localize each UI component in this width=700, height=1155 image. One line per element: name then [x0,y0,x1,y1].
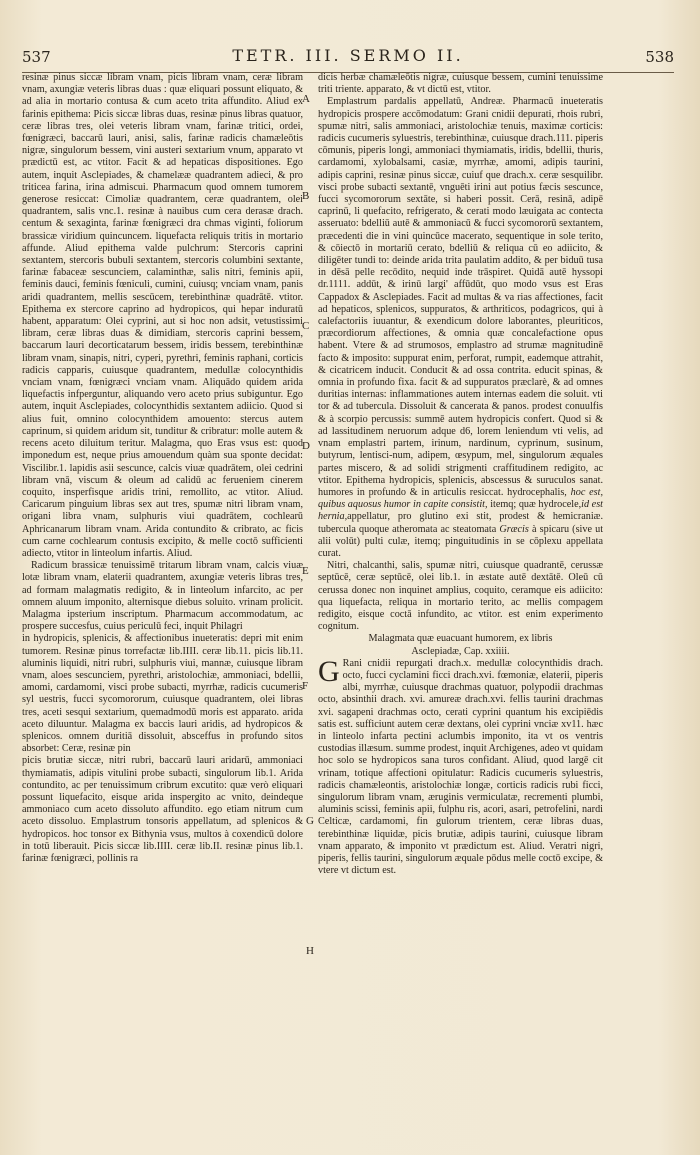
left-paragraph-3: in hydropicis, splenicis, & affectionibus inueteratis: depri mit enim tumorem. Resinæ pinus torrefactæ lib.IIII. ceræ lib.11. picis lib.11. aluminis liquidi, nitri rubri, sulphuris viui, mannæ, cuiusque libram vnam, aloes sescunciem, pyrethri, aristolochiæ, ammoniaci, bdellii, amomi, cardamomi, visci probe subacti, myrrhæ, radicis cucumeris syl uestris, fucci sycomororum, cuiusque quadrantem, olei libras tres, aceti sesqui sextarium, quemadmodū moris est apparato. arida aceto diluuntur. Malagma ex baccis lauri aridis, ad hydropicos & splenicos. omnem duritiā dissoluit, absceffus in profundo sitos absorbet: Ceræ, resinæ pin [22,633,303,755]
right-paragraph-3: Nitri, chalcanthi, salis, spumæ nitri, cuiusque quadrantē, cerussæ septūcē, ceræ septūcē, olei lib.1. in æstate autē dextātē. Oleū cū cerussa donec non inquinet amplius, coquito, ceramque eis adiicito: qua liquefacta, reliqua in mortario terito, ac mellis compagem redigito, eisque coctā infundito, ac vtitor. est enim experimento cognitum. [318,560,603,633]
running-title: TETR. III. SERMO II. [232,46,464,65]
margin-letter-a: A [302,93,310,105]
right-paragraph-1: dicis herbæ chamæleōtis nigræ, cuiusque bessem, cumini tenuissime triti triente. apparato, & vt dictū est, vtitor. [318,72,603,96]
margin-letter-g: G [306,815,314,827]
right-column [318,72,603,877]
right-paragraph-4: G Rani cnidii repurgati drach.x. medullæ colocynthidis drach. octo, fucci cyclamini ficci drach.xvi. fœmoniæ, elaterii, piperis albi, myrrhæ, cuiusque drachmas quatuor, polypodii drachmas octo, absinthii drach. xvi. amureæ drach.xvi. fellis taurini drachmas xvi. sagapeni drachmas octo, cerati cyprini quantum his excipiēdis satis est. sufficiunt autem ceræ dextans, olei cyprini vnciæ xv11. hæc in linteolo infarta pectini aclumbis imponito, ita vt os ventris custodias illæsum. summe prodest, inquit Archigenes, adeo vt quidam hoc solo se hydropicos sana turos confidant. Aliud, quod largē cit vrinam, totique affectioni opitulatur: Radicis cucumeris syluestris, radicis chamæleontis, aristolochiæ longæ, corticis radicis rubi ficci, singulorum libram vnam, æruginis vermiculatæ, recrementi plumbi, aluminis scissi, feminis apii, fulphu ris, acori, asari, petrofelini, nardi Celticæ, cardamomi, fin gulorum trientem, ceræ libras duas, terebinthinæ liquidæ, picis brutiæ, adipis taurini, cuiusque libram vnam apparato, & imponito vt prædictum est. Aliud. Veratri nigri, piperis, fellis taurini, singulorum æquale pōdus melle coctō excipe, & vtere vt dictum est. [318,654,603,877]
left-paragraph-4: picis brutiæ siccæ, nitri rubri, baccarū lauri aridarū, ammoniaci thymiamatis, adipis vitulini probe subacti, singulorum lib.1. Arida contundito, ac per tenuissimum cribrum excutito: quæ verò eliquari possunt liquefacito, eisque arida inspergito ac vnito, deindeque ammoniaco cum aceto dissoluto affundito. ego etiam nitrum cum aceto dissoluo. Emplastrum tonsoris appellatum, ad splenicos & hydropicos. hoc tonsor ex Bithynia vsus, multos à coxendicū dolore in totū liberauit. Picis siccæ lib.IIII. ceræ lib.II. resinæ pinus lib.1. farinæ fœnigræci, pollinis ra [22,755,303,864]
margin-letter-c: C [302,320,310,332]
left-paragraph-1: resinæ pinus siccæ libram vnam, picis libram vnam, ceræ libram vnam, axungiæ veteris libras duas : quæ eliquari possunt eliquato, & ad alia in mortario contusa & cum aceto trita affundito. Aliud ex farinis epithema: Picis siccæ libras duas, resinæ pinus libras quatuor, ceræ libras tres, olei veteris libram vnam, farinæ tritici, ordei, fœnigræci, baccarū lauri, anisi, salis, farinæ radicis chamæleōtis nigræ, singulorum bessem, vini austeri sextarium vnum, apparato vt prædictū est, ac vtitor. Facit & ad hepaticas dispositiones. Ego autem, inquit Asclepiades, & chamelææ quadrantem adieci, & pro triticea farina, irina admiscui. Pharmacum quod omnem tumorem generose resiccat: Cimoliæ quadrantem, ceræ quadrantem, olei quadrantem, salis vnc.1. resinæ à nauibus cum cera derasæ drach. centum & sexaginta, farinæ fœnigræci dra chmas viginti, foliorum brassicæ viridium quincuncem. liquefacta reliquis tritis in mortario affunde. Aliud epithema valde pulchrum: Stercoris caprini sextantem, stercoris bubuli sextantem, stercoris columbini sextante, farinæ fabaceæ sescunciem, calaminthæ, salis nitri, feminis apii, feminis dauci, feminis fœniculi, cumini, cuiusq; vnciam vnam, panis aridi quadrantem, mellis sescūcem, terebinthinæ quadrātē. vtitor. Epithema ex stercore caprino ad hydropicos, qui hepar induratū habent, apparatum: Olei cyprini, aut si hoc non adsit, vetustissimi libram, ceræ libras duas & dimidiam, stercoris caprini bessem, baccarum lauri decorticatarum bessem, iridis bessem, terebinthinæ libram vnam, sinapis, nitri, cyperi, pyrethri, feminis raphani, corticis radicis capparis, cuiusque quadrantem, medullæ colocynthidis vnciam vnam, fœnigræci vnciam vnam. Aliquādo quidem arida liquefactis infperguntur, aliquando vero aceto prius subiguntur. Ego autem, inquit Asclepiades, colocynthidis sextantem adiicio. Quod si alius fuit, omnino colocynthidem amouento: stercus autem caprinum, si quidem aridum sit, tunditur & cribratur: molle autem & recens aceto diluitum teritur. Malagma, quo Eras vsus est: quod imponedum est, neque prius amouendum quàm sua sponte decidat: Viscilibr.1. lapidis asii sescunce, calcis viuæ quadrātem, olei cedrini libram vnā, viscum & oleum ad calidū ac ferueniem cinerem coquito, insperfisque aridis trini, remollito, ac vtitor. Aliud. Caricarum pinguium libras sex aut tres, spumæ nitri libram vnam, origani libra vnam, sulphuris viui quadrātem, cochlearū Aphricanarum libram vnam. Arida contundito & cribrato, ac ficis cum carne cochlearum contusis excipito, & melle coctō sufficienti adiecto, vtitor in linteolum infartis. Aliud. [22,72,303,559]
margin-letter-e: E [302,565,309,577]
page-number-right: 538 [645,48,674,66]
chapter-heading: Malagmata quæ euacuant humorem, ex libris [368,633,553,645]
left-column [22,72,303,865]
drop-cap: G [318,654,340,688]
left-paragraph-2: Radicum brassicæ tenuissimē tritarum libram vnam, calcis viuæ lotæ libram vnam, elaterii quadrantem, axungiæ veteris libras tres, ad formam malagmatis redigito, & in linteolum infarcito, ac per omnem aluum imponito, alternisque diebus soluito. vrinam prolicit. Malagma ipsterium inscriptum. Pharmacum accommodatum, ac prospere succesfus, cuius periculū feci, inquit Philagri [22,560,303,633]
margin-letter-f: F [302,680,309,692]
running-header [22,44,674,70]
chapter-subheading: Asclepiadæ, Cap. xxiiii. [411,645,510,657]
page-number-left: 537 [22,48,51,66]
right-paragraph-2: Emplastrum pardalis appellatū, Andreæ. Pharmacū inueteratis hydropicis prospere accōmodatum: Grani cnidii depurati, rhois rubri, spumæ nitri, salis ammoniaci, aristolochiæ tenuis, maximæ corticis: radicis cucumeris syluestris, terebinthinæ, cuiusque drach.111. piperis cōmunis, piperis longi, ammoniaci thymiamatis, iridis, bdellii, thuris, cardamomi, xylobalsami, casiæ, myrrhæ, amomi, adipis taurini, adipis caprini, resinæ pinus siccæ, cuiuf que drach.x. ceræ sesquilibr. visci probe subacti sextantē, vnguēti irini aut potius fæcis sescunce, fucci sycomororum sextāte, si haberi possit. Cerā, resinā, adipē caprinū, li quefacito, refrigerato, & cerati modo læuigata ac contecta asseruato: bdelliū autē & ammoniacū & fucci sycomororū sextantem, præcedenti die in vini quincūce macerato, sequentique in sole terito, & cōiectō in mortariū cerato, bdelliū & reliqua cū eo adiicito, & diligēter tundi to: deinde arida trita paulatim addito, & per biduū tusa in dēsā pelle recōdito, nequid inde trāspiret. Quidā autē hyssopi dr.1111. addūt, & irinū largi' affūdūt, quo modo vsus est Eras Cappadox & Asclepiades. Facit ad multas & va rias affectiones, facit ad hepaticos, splenicos, suppuratos, & arthriticos, podagricos, qui à calefactoriis iuuantur, & exendicum dolore laborantes, pleuriticos, præcordiorum affectiones, & omnia quæ concalefactione opus habent. Vtere & ad strumosos, emplastro ad strumæ magnitudinē facto & imposito: suppurat enim, perforat, rumpit, eademque attrahit, & cicatricem inducit. Conducit & ad ossa contrita. educit spinas, & omnia in profundo fixa. facit & ad suppuratos præclarè, & ad omnes duritias internas: inflammationes autem internas eadem die soluit. vti tor & ad tubercula. Dissoluit & cancerata & panos. prodest conuulfis & à scorpio percussis: summē autem hydropicis confert. Quod si & ad lassitudinem neruorum adque d6, lorem leniendum vti velis, ad vnam emplastri partem, irinum, nardinum, cyprinum, susinum, butyrum, lentisci-num, adipem, œsypum, mel, singulorum æquales partes miscero, & ad solidi strigmenti craffitudinem redigito, ac vtitor. Epithema hydropicis, splenicis, abscessus & suruculos sanat. humores in profundo & in articulis resiccat. hydrocephalis, hoc est, quibus aquosus humor in capite consistit, itemq; quæ hydrocele,id est hernia,appellatur, pro glutino exi stit, prodest & hemicraniæ. tubercula quoque atheromata ac steatomata Græcis à spicaru (sive ut alii volūt) pulti culæ, itemq; pinguitudinis in se cōplexu appellata curat. [318,96,604,559]
margin-letter-b: B [302,190,310,202]
margin-letter-h: H [306,945,314,957]
margin-letter-d: D [302,440,310,452]
